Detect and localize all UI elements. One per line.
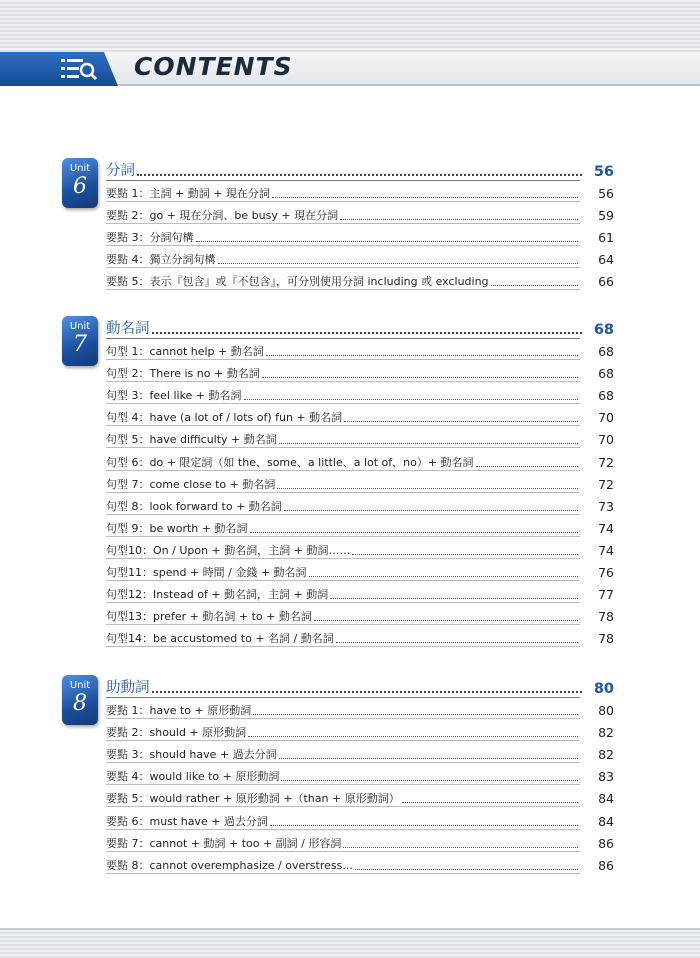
toc-entry[interactable]	[106, 514, 614, 536]
toc-page-number: 73	[598, 498, 614, 514]
toc-entry-text: 要點 6：must have + 過去分詞	[106, 814, 268, 828]
dot-leader	[344, 421, 578, 422]
toc-page-number: 64	[598, 252, 614, 268]
toc-entry[interactable]	[106, 179, 614, 201]
toc-entry-text: 要點 1：主詞 + 動詞 + 現在分詞	[106, 187, 270, 200]
toc-entry-text: 句型 2：There is no + 動名詞	[106, 367, 260, 381]
toc-page-number: 59	[598, 208, 614, 224]
list-search-icon	[60, 57, 98, 81]
row-underline	[106, 873, 580, 874]
toc-entry-text: 句型 8：look forward to + 動名詞	[106, 499, 282, 513]
toc-entry[interactable]	[106, 359, 614, 381]
toc-entry-text: 要點 5：would rather + 原形動詞 +（than + 原形動詞）	[106, 792, 400, 806]
toc-entry-text: 要點 5：表示『包含』或『不包含』，可分別使用分詞 including 或 excluding	[106, 275, 489, 289]
section-title-text: 分詞	[106, 163, 135, 179]
section-page-number: 80	[593, 681, 614, 697]
toc-page-number: 82	[598, 725, 614, 741]
toc-entry-text: 要點 3：should have + 過去分詞	[106, 748, 277, 762]
toc-page-number: 68	[598, 366, 614, 382]
section-page-number: 68	[593, 322, 614, 338]
toc-page-number: 86	[598, 835, 614, 851]
dot-leader	[281, 780, 578, 781]
dot-leader	[277, 488, 578, 489]
toc-entry[interactable]	[106, 492, 614, 514]
toc-entry-text: 句型 9：be worth + 動名詞	[106, 521, 248, 535]
toc-page-number: 84	[598, 813, 614, 829]
header-stripes	[0, 0, 700, 56]
unit-label: Unit	[69, 163, 91, 174]
toc-entry[interactable]	[106, 624, 614, 646]
section-title[interactable]	[106, 318, 614, 338]
toc-entry-text: 句型 3：feel like + 動名詞	[106, 389, 242, 403]
toc-page-number: 80	[598, 703, 614, 718]
toc-entry[interactable]	[106, 403, 614, 425]
dot-leader	[402, 802, 578, 803]
toc-entry[interactable]	[106, 807, 614, 829]
toc-page-number: 77	[598, 587, 614, 603]
dot-leader	[137, 174, 582, 176]
toc-entry-text: 句型12：Instead of + 動名詞，主詞 + 動詞	[106, 588, 329, 602]
dot-leader	[355, 869, 578, 870]
toc-entry-text: 句型 7：come close to + 動名詞	[106, 477, 276, 491]
toc-entry-text: 句型11：spend + 時間 / 金錢 + 動名詞	[106, 566, 307, 579]
dot-leader	[336, 642, 578, 643]
toc-entry-text: 要點 4：would like to + 原形動詞	[106, 770, 280, 784]
dot-leader	[491, 285, 578, 286]
toc-entry[interactable]	[106, 448, 614, 470]
dot-leader	[314, 620, 578, 621]
section-title[interactable]	[106, 160, 614, 180]
unit-number: 8	[73, 691, 87, 716]
dot-leader	[152, 691, 583, 693]
toc-page-number: 72	[598, 476, 614, 492]
unit-number: 7	[73, 332, 87, 357]
toc-entry[interactable]	[106, 602, 614, 624]
dot-leader	[152, 332, 583, 334]
dot-leader	[253, 714, 578, 715]
toc-entry[interactable]	[106, 536, 614, 558]
toc-entry-text: 句型 5：have difficulty + 動名詞	[106, 433, 277, 447]
unit-number: 6	[73, 174, 87, 199]
dot-leader	[262, 377, 578, 378]
page-title: CONTENTS	[134, 52, 293, 81]
toc-entry[interactable]	[106, 762, 614, 784]
toc-page-number: 74	[598, 520, 614, 536]
unit-label: Unit	[69, 680, 91, 691]
unit-label: Unit	[69, 321, 91, 332]
toc-page-number: 82	[598, 747, 614, 763]
toc-page-number: 78	[598, 609, 614, 625]
toc-entry-text: 要點 2：should + 原形動詞	[106, 726, 247, 740]
row-underline	[106, 646, 580, 647]
toc-entry[interactable]	[106, 267, 614, 289]
toc-page-number: 76	[598, 565, 614, 580]
toc-page-number: 72	[598, 454, 614, 470]
toc-entry-text: 要點 2：go + 現在分詞、be busy + 現在分詞	[106, 209, 339, 223]
section-page-number: 56	[593, 164, 614, 180]
dot-leader	[248, 736, 578, 737]
toc-entry[interactable]	[106, 851, 614, 873]
toc-entry-text: 句型14：be accustomed to + 名詞 / 動名詞	[106, 632, 334, 646]
dot-leader	[244, 399, 578, 400]
toc-entry-text: 句型 1：cannot help + 動名詞	[106, 345, 264, 358]
toc-entry-text: 句型 6：do + 限定詞（如 the、some、a little、a lot of、no）+ 動名詞	[106, 455, 474, 469]
section-title-text: 助動詞	[106, 680, 150, 696]
toc-entry[interactable]	[106, 718, 614, 740]
dot-leader	[330, 598, 578, 599]
toc-entry-text: 句型 4：have (a lot of / lots of) fun + 動名詞	[106, 411, 343, 425]
toc-entry[interactable]	[106, 337, 614, 359]
toc-page-number: 84	[598, 791, 614, 807]
toc-entry-text: 要點 8：cannot overemphasize / overstress...	[106, 858, 353, 872]
toc-entry-text: 句型13：prefer + 動名詞 + to + 動名詞	[106, 610, 312, 624]
toc-entry[interactable]	[106, 245, 614, 267]
toc-entry[interactable]	[106, 784, 614, 806]
toc-page-number: 78	[598, 631, 614, 647]
section-title[interactable]	[106, 677, 614, 697]
dot-leader	[196, 241, 579, 242]
dot-leader	[218, 263, 579, 264]
dot-leader	[279, 443, 578, 444]
row-underline	[106, 289, 580, 290]
dot-leader	[352, 554, 578, 555]
toc-entry[interactable]	[106, 580, 614, 602]
toc-page-number: 56	[598, 186, 614, 201]
unit-badge	[62, 158, 98, 208]
toc-page-number: 70	[598, 432, 614, 448]
toc-entry-text: 句型10：On / Upon + 動名詞，主詞 + 動詞……	[106, 543, 351, 557]
unit-badge	[62, 316, 98, 366]
dot-leader	[272, 197, 578, 198]
dot-leader	[250, 532, 579, 533]
toc-entry-text: 要點 7：cannot + 動詞 + too + 副詞 / 形容詞	[106, 836, 342, 850]
toc-entry[interactable]	[106, 470, 614, 492]
toc-entry[interactable]	[106, 201, 614, 223]
dot-leader	[309, 576, 578, 577]
toc-page-number: 61	[598, 230, 614, 246]
dot-leader	[340, 219, 578, 220]
toc-page-number: 70	[598, 410, 614, 426]
header-accent	[0, 52, 118, 86]
toc-page-number: 86	[598, 857, 614, 873]
footer-stripes	[0, 928, 700, 958]
toc-entry[interactable]	[106, 740, 614, 762]
toc-entry-text: 要點 3：分詞句構	[106, 231, 194, 245]
dot-leader	[270, 825, 578, 826]
toc-page-number: 68	[598, 344, 614, 359]
dot-leader	[266, 355, 578, 356]
toc-page-number: 68	[598, 388, 614, 404]
toc-entry-text: 要點 1：have to + 原形動詞	[106, 704, 252, 717]
section-title-text: 動名詞	[106, 321, 150, 337]
toc-entry[interactable]	[106, 558, 614, 580]
toc-entry-text: 要點 4：獨立分詞句構	[106, 253, 216, 267]
toc-entry[interactable]	[106, 381, 614, 403]
dot-leader	[284, 510, 578, 511]
toc-entry[interactable]	[106, 696, 614, 718]
toc-entry[interactable]	[106, 223, 614, 245]
toc-page-number: 74	[598, 542, 614, 558]
toc-page-number: 83	[598, 769, 614, 785]
toc-page-number: 66	[598, 274, 614, 290]
dot-leader	[279, 758, 578, 759]
toc-entry[interactable]	[106, 425, 614, 447]
toc-entry[interactable]	[106, 829, 614, 851]
dot-leader	[476, 466, 578, 467]
dot-leader	[343, 847, 578, 848]
unit-badge	[62, 675, 98, 725]
